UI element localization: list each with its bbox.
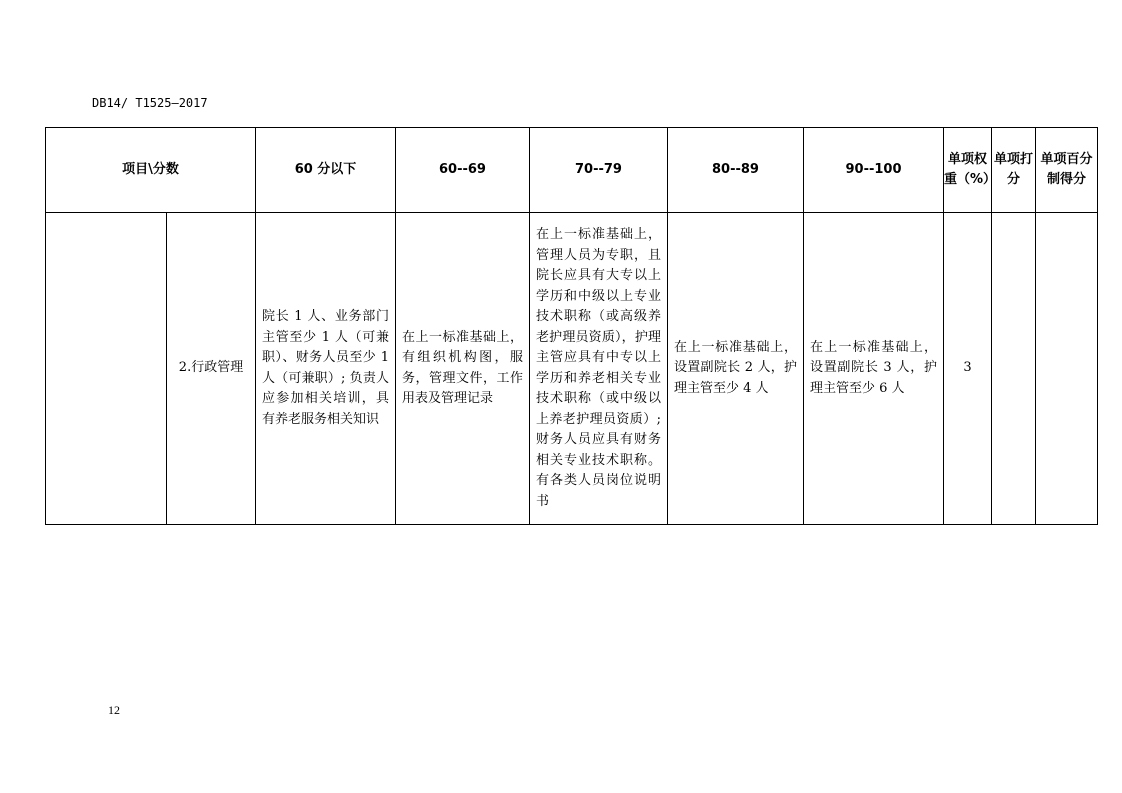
scoring-table [45,127,1098,525]
table-row [46,213,1098,525]
header-percent-score: 单项百分制得分 [1036,128,1098,213]
range-70-79-text: 在上一标准基础上，管理人员为专职，且院长应具有大专以上学历和中级以上专业技术职称（或高级养老护理员资质），护理主管应具有中专以上学历和养老相关专业技术职称（或中级以上养老护理员资质）; 财务人员应具有财务相关专业技术职称。有各类人员岗位说明书 [536,227,661,509]
header-90-100: 90--100 [804,128,944,213]
item-cell: 2.行政管理 [167,213,256,525]
range-90-100-cell [804,213,944,525]
header-score: 单项打分 [992,128,1036,213]
below-60-cell [256,213,396,525]
table-header-row [46,128,1098,213]
category-cell [46,213,167,525]
header-60-69: 60--69 [396,128,530,213]
range-60-69-text: 在上一标准基础上，有组织机构图，服务，管理文件，工作用表及管理记录 [402,329,523,406]
weight-cell: 3 [944,213,992,525]
page-number: 12 [108,703,120,717]
header-70-79: 70--79 [530,128,668,213]
range-90-100-text: 在上一标准基础上，设置副院长 3 人，护理主管至少 6 人 [810,339,937,396]
below-60-text: 院长 1 人、业务部门主管至少 1 人（可兼职）、财务人员至少 1 人（可兼职）; 负责人应参加相关培训，具有养老服务相关知识 [262,309,389,427]
header-weight: 单项权重（%） [944,128,992,213]
score-cell [992,213,1036,525]
range-80-89-cell [668,213,804,525]
range-70-79-cell [530,213,668,525]
header-below-60: 60 分以下 [256,128,396,213]
header-80-89: 80--89 [668,128,804,213]
header-item-score: 项目\分数 [46,128,256,213]
range-60-69-cell [396,213,530,525]
document-code: DB14/ T1525—2017 [92,96,208,110]
percent-score-cell [1036,213,1098,525]
range-80-89-text: 在上一标准基础上，设置副院长 2 人，护理主管至少 4 人 [674,339,797,396]
